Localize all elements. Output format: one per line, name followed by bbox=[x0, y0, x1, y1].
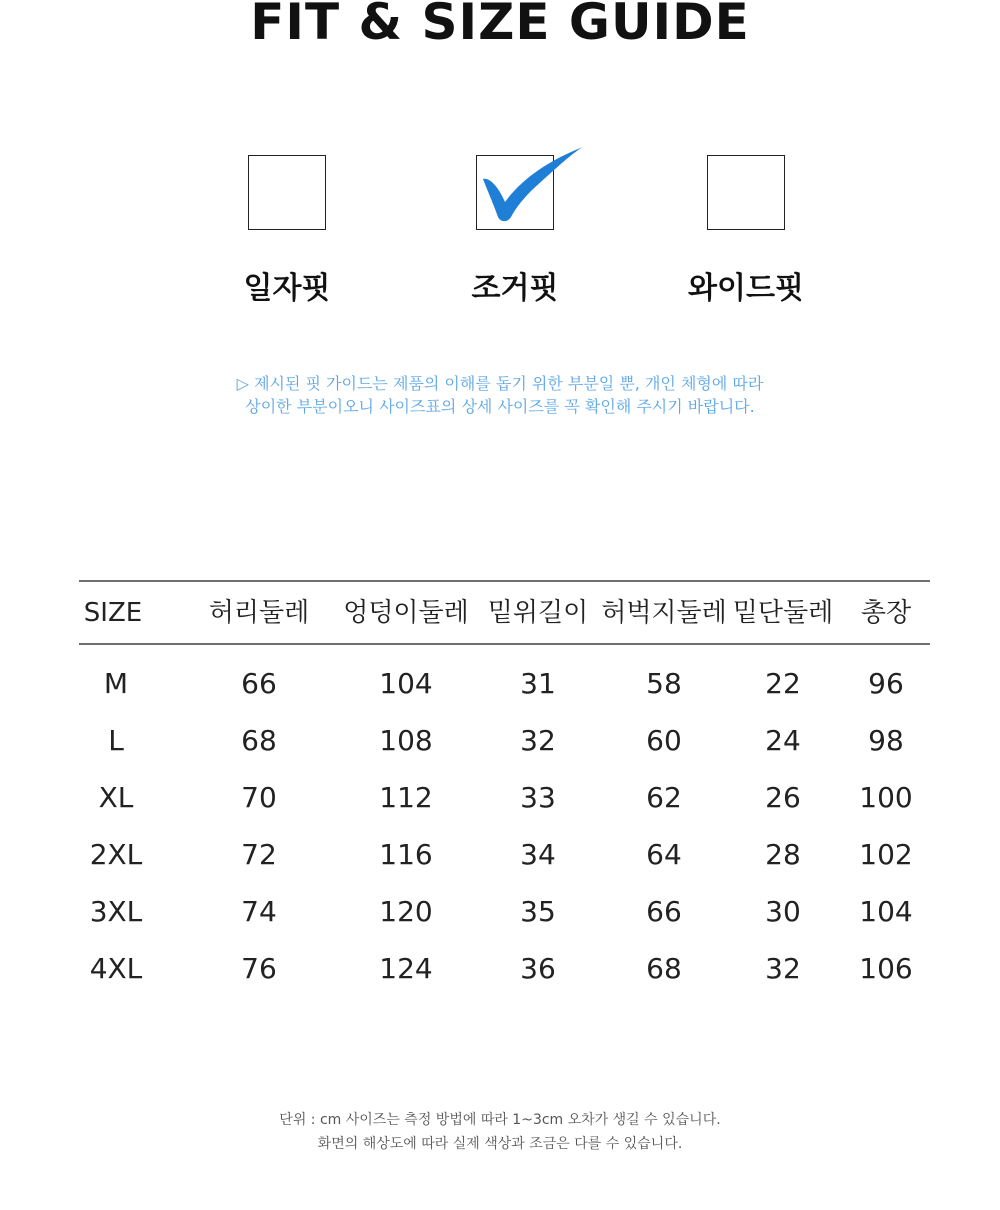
table-cell-size: 4XL bbox=[89, 952, 143, 985]
fit-checkbox-straight[interactable] bbox=[248, 155, 326, 230]
table-cell-length: 100 bbox=[859, 781, 913, 814]
table-cell-thigh: 64 bbox=[646, 838, 682, 871]
table-cell-hip: 104 bbox=[379, 667, 433, 700]
footer-line-2: 화면의 해상도에 따라 실제 색상과 조금은 다를 수 있습니다. bbox=[317, 1136, 683, 1152]
table-cell-hem: 22 bbox=[765, 667, 801, 700]
table-cell-size: L bbox=[108, 724, 124, 757]
header-hem: 밑단둘레 bbox=[732, 598, 834, 628]
table-cell-length: 106 bbox=[859, 952, 913, 985]
table-cell-size: XL bbox=[98, 781, 134, 814]
table-cell-thigh: 66 bbox=[646, 895, 682, 928]
table-cell-hem: 26 bbox=[765, 781, 801, 814]
table-cell-hem: 28 bbox=[765, 838, 801, 871]
fit-label-straight: 일자핏 bbox=[243, 271, 331, 306]
table-cell-length: 96 bbox=[868, 667, 904, 700]
table-cell-thigh: 60 bbox=[646, 724, 682, 757]
table-cell-rise: 35 bbox=[520, 895, 556, 928]
table-cell-waist: 68 bbox=[241, 724, 277, 757]
table-cell-waist: 66 bbox=[241, 667, 277, 700]
checkmark-icon bbox=[435, 155, 595, 235]
table-cell-hip: 120 bbox=[379, 895, 433, 928]
fit-checkbox-wide[interactable] bbox=[707, 155, 785, 230]
table-cell-length: 104 bbox=[859, 895, 913, 928]
notice-line-1: ▷ 제시된 핏 가이드는 제품의 이해를 돕기 위한 부분일 뿐, 개인 체형에 따라 bbox=[236, 374, 764, 393]
footer-line-1: 단위 : cm 사이즈는 측정 방법에 따라 1~3cm 오차가 생길 수 있습니다. bbox=[279, 1112, 721, 1128]
footer-note bbox=[0, 1108, 1000, 1156]
table-cell-rise: 31 bbox=[520, 667, 556, 700]
table-cell-length: 98 bbox=[868, 724, 904, 757]
table-cell-size: 3XL bbox=[89, 895, 143, 928]
table-cell-rise: 36 bbox=[520, 952, 556, 985]
notice-line-2: 상이한 부분이오니 사이즈표의 상세 사이즈를 꼭 확인해 주시기 바랍니다. bbox=[245, 397, 755, 416]
table-cell-waist: 76 bbox=[241, 952, 277, 985]
header-waist: 허리둘레 bbox=[208, 598, 310, 628]
table-cell-rise: 34 bbox=[520, 838, 556, 871]
header-thigh: 허벅지둘레 bbox=[601, 598, 727, 628]
table-cell-waist: 70 bbox=[241, 781, 277, 814]
table-header-rule bbox=[79, 643, 930, 645]
table-cell-hip: 112 bbox=[379, 781, 433, 814]
table-cell-hip: 116 bbox=[379, 838, 433, 871]
header-size: SIZE bbox=[83, 598, 143, 628]
table-cell-size: 2XL bbox=[89, 838, 143, 871]
fit-guide-notice bbox=[0, 372, 1000, 418]
header-hip: 엉덩이둘레 bbox=[343, 598, 469, 628]
table-top-rule bbox=[79, 580, 930, 582]
header-rise: 밑위길이 bbox=[487, 598, 589, 628]
header-length: 총장 bbox=[860, 598, 912, 628]
table-cell-hip: 124 bbox=[379, 952, 433, 985]
fit-label-wide: 와이드핏 bbox=[688, 271, 804, 306]
page-title: FIT & SIZE GUIDE bbox=[250, 0, 750, 51]
table-cell-waist: 72 bbox=[241, 838, 277, 871]
table-cell-length: 102 bbox=[859, 838, 913, 871]
table-cell-hem: 30 bbox=[765, 895, 801, 928]
table-cell-rise: 33 bbox=[520, 781, 556, 814]
table-cell-hip: 108 bbox=[379, 724, 433, 757]
table-cell-rise: 32 bbox=[520, 724, 556, 757]
table-cell-thigh: 58 bbox=[646, 667, 682, 700]
table-cell-hem: 24 bbox=[765, 724, 801, 757]
table-cell-thigh: 62 bbox=[646, 781, 682, 814]
fit-label-jogger: 조거핏 bbox=[471, 271, 559, 306]
table-cell-thigh: 68 bbox=[646, 952, 682, 985]
table-cell-size: M bbox=[103, 667, 129, 700]
table-cell-hem: 32 bbox=[765, 952, 801, 985]
table-cell-waist: 74 bbox=[241, 895, 277, 928]
